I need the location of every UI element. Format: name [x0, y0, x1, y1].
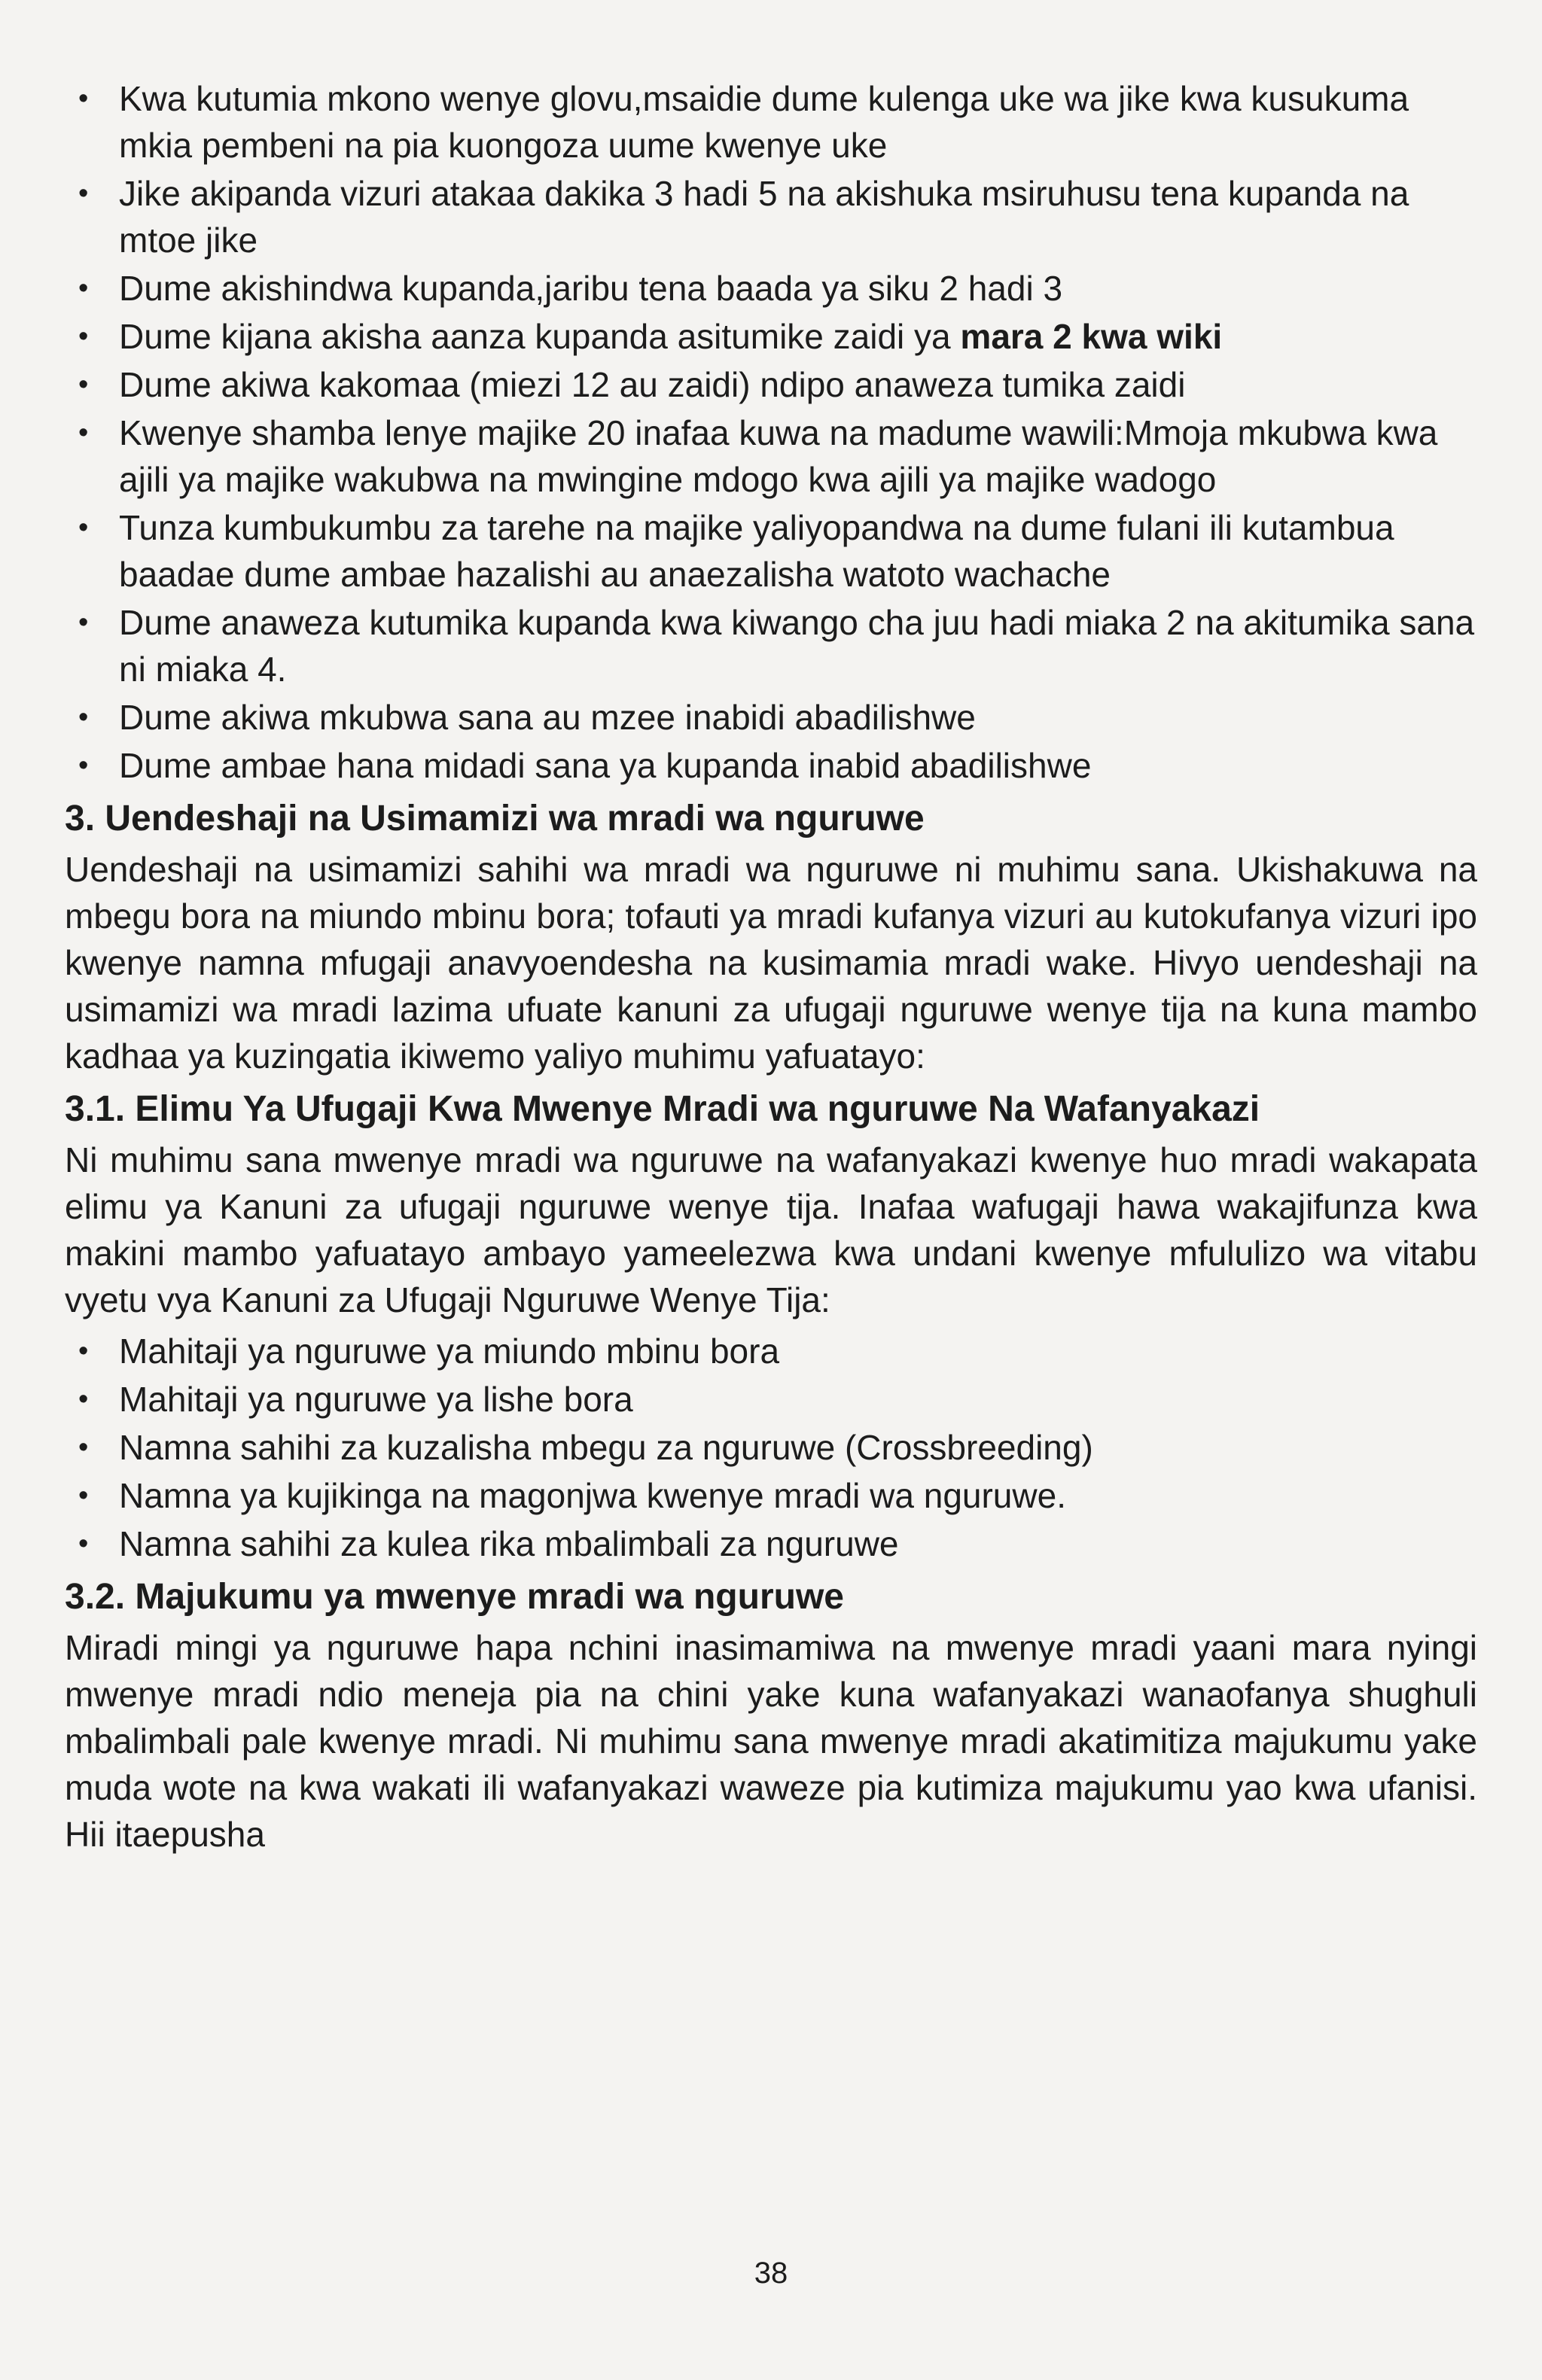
list-item: • Dume ambae hana midadi sana ya kupanda inabid abadilishwe	[65, 742, 1477, 789]
list-item: • Namna ya kujikinga na magonjwa kwenye mradi wa nguruwe.	[65, 1472, 1477, 1519]
list-item-bold-text: mara 2 kwa wiki	[960, 317, 1223, 356]
list-item: • Namna sahihi za kulea rika mbalimbali za nguruwe	[65, 1520, 1477, 1567]
list-item: • Mahitaji ya nguruwe ya miundo mbinu bora	[65, 1328, 1477, 1374]
list-item: • Jike akipanda vizuri atakaa dakika 3 hadi 5 na akishuka msiruhusu tena kupanda na mtoe jike	[65, 170, 1477, 263]
section-3-heading: 3. Uendeshaji na Usimamizi wa mradi wa nguruwe	[65, 799, 925, 838]
list-item: • Dume anaweza kutumika kupanda kwa kiwango cha juu hadi miaka 2 na akitumika sana ni miaka 4.	[65, 599, 1477, 692]
training-topics-list	[65, 1328, 1477, 1567]
document-page	[65, 75, 1477, 1862]
section-3-1-heading: 3.1. Elimu Ya Ufugaji Kwa Mwenye Mradi wa nguruwe Na Wafanyakazi	[65, 1089, 1260, 1129]
list-item	[65, 313, 1477, 360]
list-item: • Namna sahihi za kuzalisha mbegu za nguruwe (Crossbreeding)	[65, 1424, 1477, 1471]
section-3-2-paragraph: Miradi mingi ya nguruwe hapa nchini inasimamiwa na mwenye mradi yaani mara nyingi mwenye mradi ndio meneja pia na chini yake kuna wafanyakazi wanaofanya shughuli mbalimbali pale kwenye mradi. Ni muhimu sana mwenye mradi akatimitiza majukumu yake muda wote na kwa wakati ili wafanyakazi waweze pia kutimiza majukumu yao kwa ufanisi. Hii itaepusha	[65, 1628, 1477, 1854]
page-number: 38	[754, 2257, 788, 2290]
list-item: • Dume akiwa mkubwa sana au mzee inabidi abadilishwe	[65, 694, 1477, 741]
list-item-text: Dume kijana akisha aanza kupanda asitumike zaidi ya	[119, 317, 961, 356]
list-item: • Dume akiwa kakomaa (miezi 12 au zaidi) ndipo anaweza tumika zaidi	[65, 361, 1477, 408]
section-3-1-paragraph: Ni muhimu sana mwenye mradi wa nguruwe na wafanyakazi kwenye huo mradi wakapata elimu ya Kanuni za ufugaji nguruwe wenye tija. Inafaa wafugaji hawa wakajifunza kwa makini mambo yafuatayo ambayo yameelezwa kwa undani kwenye mfululizo wa vitabu vyetu vya Kanuni za Ufugaji Nguruwe Wenye Tija:	[65, 1140, 1477, 1319]
section-3-2-heading: 3.2. Majukumu ya mwenye mradi wa nguruwe	[65, 1577, 844, 1617]
list-item: • Tunza kumbukumbu za tarehe na majike yaliyopandwa na dume fulani ili kutambua baadae dume ambae hazalishi au anaezalisha watoto wachache	[65, 504, 1477, 598]
list-item: • Kwa kutumia mkono wenye glovu,msaidie dume kulenga uke wa jike kwa kusukuma mkia pembeni na pia kuongoza uume kwenye uke	[65, 75, 1477, 169]
section-3-paragraph: Uendeshaji na usimamizi sahihi wa mradi wa nguruwe ni muhimu sana. Ukishakuwa na mbegu bora na miundo mbinu bora; tofauti ya mradi kufanya vizuri au kutokufanya vizuri ipo kwenye namna mfugaji anavyoendesha na kusimamia mradi wake. Hivyo uendeshaji na usimamizi wa mradi lazima ufuate kanuni za ufugaji nguruwe wenye tija na kuna mambo kadhaa ya kuzingatia ikiwemo yaliyo muhimu yafuatayo:	[65, 850, 1477, 1076]
list-item: • Kwenye shamba lenye majike 20 inafaa kuwa na madume wawili:Mmoja mkubwa kwa ajili ya majike wakubwa na mwingine mdogo kwa ajili ya majike wadogo	[65, 409, 1477, 503]
list-item: • Mahitaji ya nguruwe ya lishe bora	[65, 1376, 1477, 1423]
breeding-guidelines-list	[65, 75, 1477, 789]
list-item: • Dume akishindwa kupanda,jaribu tena baada ya siku 2 hadi 3	[65, 265, 1477, 312]
